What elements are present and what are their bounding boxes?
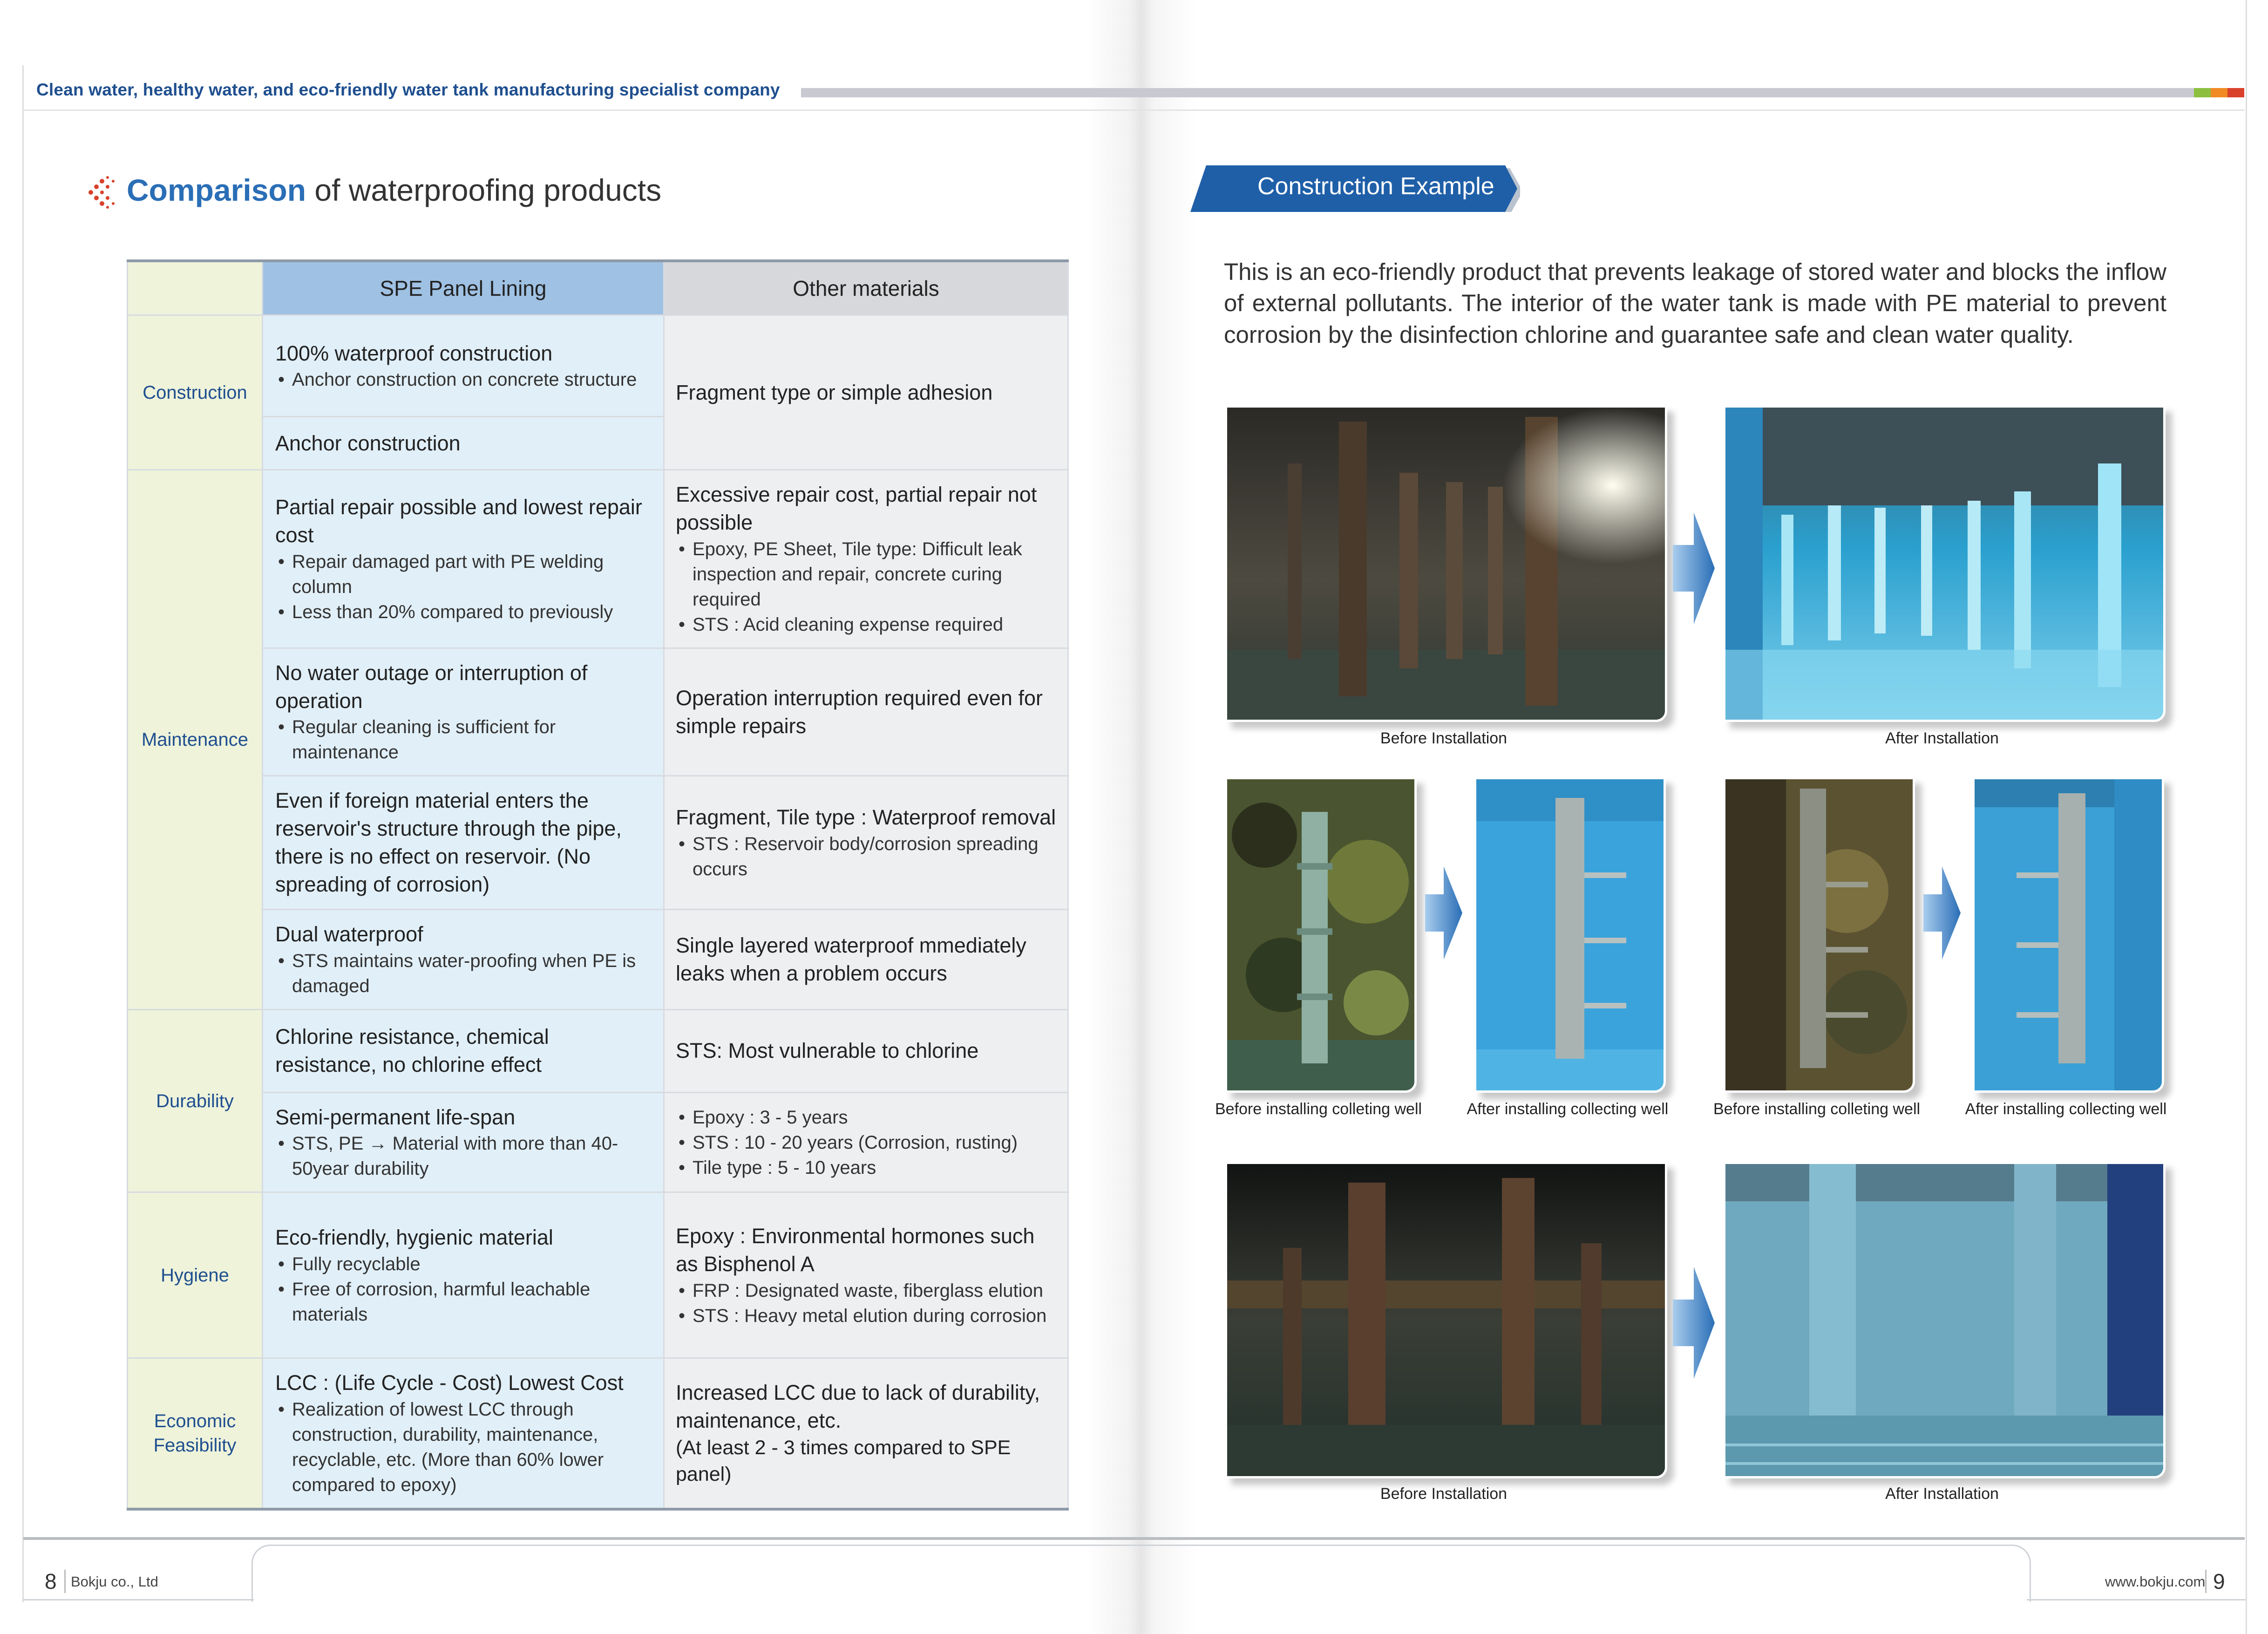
other-cell: Epoxy : Environmental hormones such as Bisphenol A • FRP : Designated waste, fiberglass elution • STS : Heavy metal elution during corrosion xyxy=(664,1192,1068,1358)
dotted-arrow-icon xyxy=(86,176,119,209)
photo-well-after-a xyxy=(1474,777,1666,1093)
table-row xyxy=(128,1358,1068,1509)
photo-before-tank-2 xyxy=(1225,1162,1667,1478)
footer-company: Bokju co., Ltd xyxy=(71,1573,158,1590)
photo-well-after-b xyxy=(1972,777,2164,1093)
left-page-edge xyxy=(22,65,24,1602)
header-other: Other materials xyxy=(664,261,1068,315)
other-cell: Fragment type or simple adhesion xyxy=(664,315,1068,470)
header-spe: SPE Panel Lining xyxy=(263,261,664,315)
caption-before-2: Before Installation xyxy=(1380,1485,1507,1503)
table-row xyxy=(128,1009,1068,1092)
spe-cell: No water outage or interruption of operation • Regular cleaning is sufficient for maintenance xyxy=(263,648,664,776)
header-square-orange xyxy=(2211,88,2227,97)
caption-after-2: After Installation xyxy=(1885,1485,1999,1503)
caption-well-after-b: After installing collecting well xyxy=(1965,1100,2167,1118)
page-number-right: 9 xyxy=(2213,1569,2225,1593)
footer-divider-left xyxy=(64,1570,66,1593)
spe-cell: Semi-permanent life-span • STS, PE → Material with more than 40-50year durability xyxy=(263,1092,664,1192)
category-construction: Construction xyxy=(128,315,263,470)
other-cell: Operation interruption required even for simple repairs xyxy=(664,648,1068,776)
table-header-row xyxy=(128,261,1068,315)
header-blank xyxy=(128,261,263,315)
photo-before-tank xyxy=(1225,405,1667,722)
header-tagline: Clean water, healthy water, and eco-friendly water tank manufacturing specialist company xyxy=(36,80,780,99)
table-row xyxy=(128,776,1068,909)
arrow-right-icon xyxy=(1673,1267,1715,1379)
footer-line-right xyxy=(2027,1599,2246,1600)
section-tab-label: Construction Example xyxy=(1257,173,1494,200)
table-row xyxy=(128,909,1068,1009)
other-cell: STS: Most vulnerable to chlorine xyxy=(664,1009,1068,1092)
spe-cell: 100% waterproof construction • Anchor construction on concrete structure xyxy=(263,315,664,417)
caption-well-before-a: Before installing colleting well xyxy=(1215,1100,1422,1118)
footer-divider-right xyxy=(2205,1570,2207,1593)
other-cell: Excessive repair cost, partial repair not possible • Epoxy, PE Sheet, Tile type: Difficult leak inspection and repair, concrete curing required • STS : Acid cleaning expense required xyxy=(664,470,1068,648)
photo-after-tank-2 xyxy=(1723,1162,2166,1478)
header-bar xyxy=(801,88,2203,97)
header-square-green xyxy=(2194,88,2211,97)
footer-rule xyxy=(23,1537,2245,1540)
spe-cell: Anchor construction xyxy=(263,417,664,470)
other-cell: Single layered waterproof mmediately leaks when a problem occurs xyxy=(664,909,1068,1009)
caption-well-after-a: After installing collecting well xyxy=(1467,1100,1669,1118)
photo-well-before-a xyxy=(1225,777,1417,1093)
page-number-left: 8 xyxy=(45,1569,57,1593)
arrow-right-icon xyxy=(1425,866,1462,960)
photo-after-tank xyxy=(1723,405,2166,722)
spe-cell: Dual waterproof • STS maintains water-proofing when PE is damaged xyxy=(263,909,664,1009)
photo-well-before-b xyxy=(1723,777,1915,1093)
category-hygiene: Hygiene xyxy=(128,1192,263,1358)
caption-after-1: After Installation xyxy=(1885,729,1999,747)
category-economic: Economic Feasibility xyxy=(128,1358,263,1509)
spe-cell: LCC : (Life Cycle - Cost) Lowest Cost • Realization of lowest LCC through construction, durability, maintenance, recyclable, etc. (More than 60% lower compared to epoxy) xyxy=(263,1358,664,1509)
footer-curve xyxy=(251,1545,2031,1602)
category-durability: Durability xyxy=(128,1009,263,1192)
arrow-right-icon xyxy=(1673,512,1715,624)
spe-cell: Chlorine resistance, chemical resistance, no chlorine effect xyxy=(263,1009,664,1092)
table-row xyxy=(128,470,1068,648)
comparison-table xyxy=(127,259,1069,1511)
header-square-red xyxy=(2227,88,2244,97)
other-cell: Increased LCC due to lack of durability, maintenance, etc. (At least 2 - 3 times compared to SPE panel) xyxy=(664,1358,1068,1509)
table-row xyxy=(128,1092,1068,1192)
title-highlight: Comparison xyxy=(127,173,306,207)
caption-before-1: Before Installation xyxy=(1380,729,1507,747)
header-rule xyxy=(23,109,2245,111)
title-rest: of waterproofing products xyxy=(306,173,662,207)
arrow-right-icon xyxy=(1923,866,1961,960)
table-row xyxy=(128,315,1068,417)
table-row xyxy=(128,648,1068,776)
spe-cell: Eco-friendly, hygienic material • Fully recyclable • Free of corrosion, harmful leachable materials xyxy=(263,1192,664,1358)
right-page-edge xyxy=(2246,0,2247,1634)
footer-website[interactable]: www.bokju.com xyxy=(2105,1573,2206,1590)
page-title xyxy=(127,172,661,208)
spe-cell: Even if foreign material enters the reservoir's structure through the pipe, there is no effect on reservoir. (No spreading of corrosion) xyxy=(263,776,664,909)
table-row xyxy=(128,1192,1068,1358)
other-cell: • Epoxy : 3 - 5 years • STS : 10 - 20 years (Corrosion, rusting) • Tile type : 5 - 10 years xyxy=(664,1092,1068,1192)
intro-paragraph: This is an eco-friendly product that prevents leakage of stored water and blocks the inflow of external pollutants. The interior of the water tank is made with PE material to prevent corrosion by the disinfection chlorine and guarantee safe and clean water quality. xyxy=(1224,259,2166,348)
category-maintenance: Maintenance xyxy=(128,470,263,1010)
page-gutter-shadow xyxy=(1085,0,1197,1634)
footer-line-left xyxy=(23,1599,254,1600)
other-cell: Fragment, Tile type : Waterproof removal • STS : Reservoir body/corrosion spreading occurs xyxy=(664,776,1068,909)
caption-well-before-b: Before installing colleting well xyxy=(1713,1100,1921,1118)
spe-cell: Partial repair possible and lowest repair cost • Repair damaged part with PE welding column • Less than 20% compared to previously xyxy=(263,470,664,648)
